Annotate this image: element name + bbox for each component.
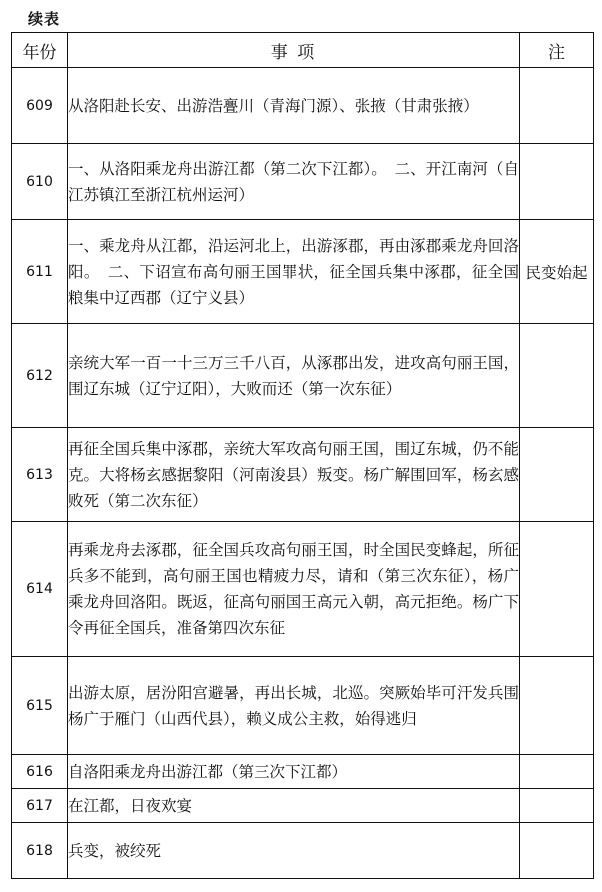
event-cell: 一、从洛阳乘龙舟出游江都（第二次下江都）。 二、开江南河（自江苏镇江至浙江杭州运河） [68, 144, 520, 220]
table-row [12, 522, 594, 657]
year-cell: 618 [12, 823, 68, 879]
header-event: 事 项 [68, 33, 520, 68]
event-cell: 一、乘龙舟从江都，沿运河北上，出游涿郡，再由涿郡乘龙舟回洛阳。 二、下诏宣布高句丽王国罪状，征全国兵集中涿郡，征全国粮集中辽西郡（辽宁义县） [68, 220, 520, 324]
note-cell [520, 324, 594, 428]
note-cell [520, 144, 594, 220]
table-row [12, 823, 594, 879]
table-row [12, 755, 594, 789]
year-cell: 615 [12, 657, 68, 755]
year-cell: 614 [12, 522, 68, 657]
year-cell: 612 [12, 324, 68, 428]
event-cell: 从洛阳赴长安、出游浩亹川（青海门源）、张掖（甘肃张掖） [68, 68, 520, 144]
note-cell [520, 823, 594, 879]
table-row [12, 68, 594, 144]
year-cell: 611 [12, 220, 68, 324]
event-cell: 自洛阳乘龙舟出游江都（第三次下江都） [68, 755, 520, 789]
event-cell: 出游太原，居汾阳宫避暑，再出长城，北巡。突厥始毕可汗发兵围杨广于雁门（山西代县），赖义成公主救，始得逃归 [68, 657, 520, 755]
table-row [12, 428, 594, 522]
note-cell [520, 68, 594, 144]
event-cell: 在江都，日夜欢宴 [68, 789, 520, 823]
event-cell: 亲统大军一百一十三万三千八百，从涿郡出发，进攻高句丽王国，围辽东城（辽宁辽阳），大败而还（第一次东征） [68, 324, 520, 428]
table-row [12, 657, 594, 755]
year-cell: 609 [12, 68, 68, 144]
table-row [12, 789, 594, 823]
event-cell: 兵变，被绞死 [68, 823, 520, 879]
note-cell [520, 428, 594, 522]
year-cell: 613 [12, 428, 68, 522]
chronology-table [11, 32, 594, 879]
header-row [12, 33, 594, 68]
table-row [12, 144, 594, 220]
table-row [12, 324, 594, 428]
event-cell: 再征全国兵集中涿郡，亲统大军攻高句丽王国，围辽东城，仍不能克。大将杨玄感据黎阳（河南浚县）叛变。杨广解围回军，杨玄感败死（第二次东征） [68, 428, 520, 522]
note-cell [520, 789, 594, 823]
table-row [12, 220, 594, 324]
header-note: 注 [520, 33, 594, 68]
event-cell: 再乘龙舟去涿郡，征全国兵攻高句丽王国，时全国民变蜂起，所征兵多不能到，高句丽王国也精疲力尽，请和（第三次东征），杨广乘龙舟回洛阳。既返，征高句丽国王高元入朝，高元拒绝。杨广下令再征全国兵，准备第四次东征 [68, 522, 520, 657]
year-cell: 617 [12, 789, 68, 823]
note-cell [520, 657, 594, 755]
note-cell [520, 755, 594, 789]
note-cell [520, 522, 594, 657]
table-caption: 续表 [28, 10, 61, 28]
year-cell: 610 [12, 144, 68, 220]
note-cell: 民变始起 [520, 220, 594, 324]
year-cell: 616 [12, 755, 68, 789]
header-year: 年份 [12, 33, 68, 68]
